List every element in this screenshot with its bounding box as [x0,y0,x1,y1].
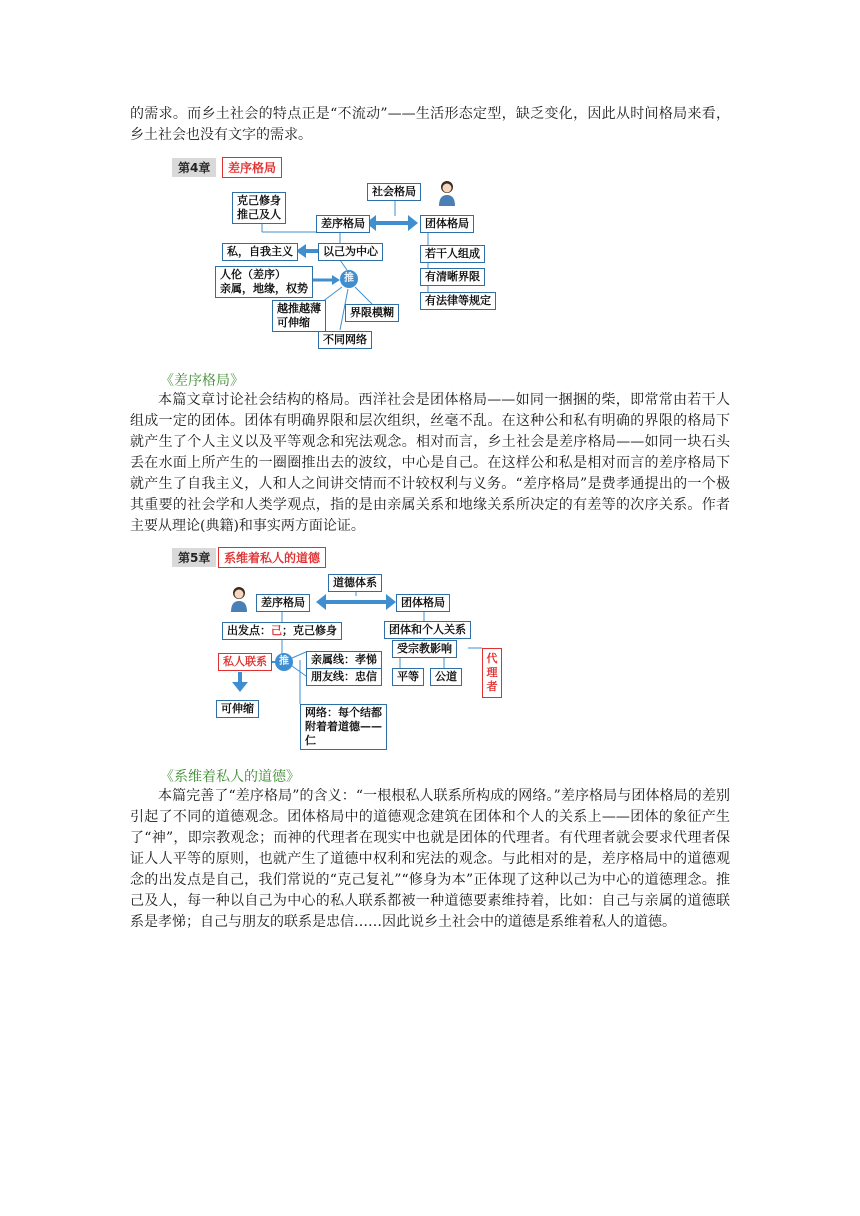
intro-paragraph: 的需求。而乡土社会的特点正是“不流动”——生活形态定型，缺乏变化，因此从时间格局来看，乡土社会也没有文字的需求。 [130,106,730,143]
chaxu5-box: 差序格局 [256,594,310,612]
chapter5-title: 系维着私人的道德 [218,547,326,568]
qingxi-box: 有清晰界限 [420,268,485,286]
falv-box: 有法律等规定 [420,292,496,310]
daode-box: 道德体系 [328,574,382,592]
qinshu-box: 亲属线：孝悌 [306,651,382,669]
zongjiao-box: 受宗教影响 [392,640,457,658]
butong-box: 不同网络 [318,331,372,349]
chufa-suffix: ；克己修身 [282,624,337,637]
section4-heading: 《差序格局》 [160,373,244,389]
section4-body: 本篇文章讨论社会结构的格局。西洋社会是团体格局——如同一捆捆的柴，即常常由若干人组成一定的团体。团体有明确界限和层次组织，丝毫不乱。在这种公和私有明确的界限的格局下就产生了个人主义以及平等观念和宪法观念。相对而言，乡土社会是差序格局——如同一块石头丢在水面上所产生的一圈圈推出去的波纹，中心是自己。在这样公和私是相对而言的差序格局下就产生了自我主义，人和人之间讲交情而不计较权利与义务。“差序格局”是费孝通提出的一个极其重要的社会学和人类学观点，指的是由亲属关系和地缘关系所决定的有差等的次序关系。作者主要从理论(典籍)和事实两方面论证。 [130,392,730,534]
tuanti-box: 团体格局 [420,215,474,233]
chapter4-title: 差序格局 [222,157,282,178]
ruogan-box: 若干人组成 [420,245,485,263]
chufa-ji: 己 [271,624,282,637]
chufa-box [222,622,342,640]
wangluo-box [300,704,387,750]
siziwo-box: 私，自我主义 [222,243,298,261]
tuanti5-box: 团体格局 [396,594,450,612]
chufa-prefix: 出发点： [227,624,271,637]
wangluo-line2: 附着着道德—— [305,720,382,733]
yuetui-line2: 可伸缩 [277,316,310,329]
yiji-box: 以己为中心 [318,243,383,261]
section5-body: 本篇完善了“差序格局”的含义：“一根根私人联系所构成的网络。”差序格局与团体格局的差别引起了不同的道德观念。团体格局中的道德观念建筑在团体和个人的关系上——团体的象征产生了“神”，即宗教观念；而神的代理者在现实中也就是团体的代理者。有代理者就会要求代理者保证人人平等的原则，也就产生了道德中权利和宪法的观念。与此相对的是，差序格局中的道德观念的出发点是自己，我们常说的“克己复礼”“修身为本”正体现了这种以己为中心的道德理念。推己及人，每一种以自己为中心的私人联系都被一种道德要素维持着，比如：自己与亲属的道德联系是孝悌；自己与朋友的联系是忠信……因此说乡土社会中的道德是系维着私人的道德。 [130,788,730,930]
wangluo-line3: 仁 [305,734,316,747]
chaxu-box: 差序格局 [316,215,370,233]
pengyou-box: 朋友线：忠信 [306,668,382,686]
jiexian-box: 界限模糊 [345,304,399,322]
chapter4-tag: 第4章 [172,158,216,177]
section5-heading: 《系维着私人的道德》 [160,769,300,785]
pingdeng-box: 平等 [392,668,424,686]
keji-line2: 推己及人 [237,208,281,221]
yuetui-line1: 越推越薄 [277,302,321,315]
keji-line1: 克己修身 [237,194,281,207]
chapter5-tag: 第5章 [172,548,216,567]
dailizhe-box: 代理者 [482,648,502,698]
keshensuo-box: 可伸缩 [216,700,259,718]
wangluo-line1: 网络：每个结都 [305,706,382,719]
tui5-circle: 推 [275,653,293,671]
gongdao-box: 公道 [430,668,462,686]
avatar-icon [230,586,248,612]
renlun-line2: 亲属，地缘，权势 [220,282,308,295]
social-pattern-box: 社会格局 [367,183,421,201]
tuanti-geren-box: 团体和个人关系 [384,621,471,639]
siren-box: 私人联系 [218,653,272,671]
renlun-line1: 人伦（差序） [220,268,286,281]
tui-circle: 推 [340,270,358,288]
